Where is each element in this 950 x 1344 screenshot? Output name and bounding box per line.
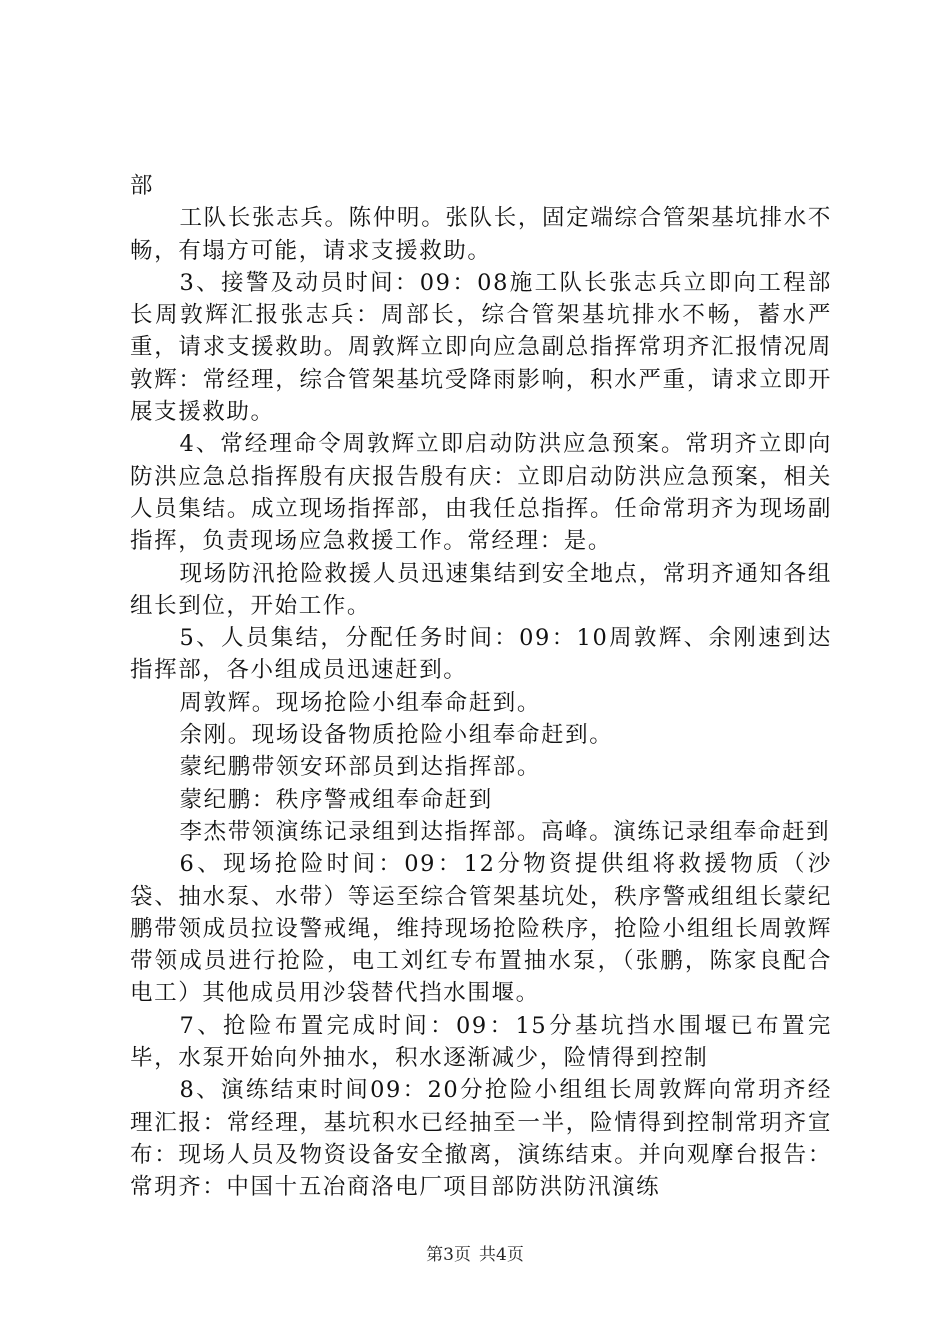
paragraph: 4、常经理命令周敦辉立即启动防洪应急预案。常玥齐立即向防洪应急总指挥殷有庆报告殷有庆：立即启动防洪应急预案，相关人员集结。成立现场指挥部，由我任总指挥。任命常玥齐为现场副指挥，负责现场应急救援工作。常经理：是。 (130, 431, 832, 555)
page-total: 共4页 (479, 1245, 524, 1265)
document-body (130, 170, 832, 1204)
paragraph: 部 (130, 173, 155, 199)
paragraph: 8、演练结束时间09：20分抢险小组组长周敦辉向常玥齐经理汇报：常经理，基坑积水已经抽至一半，险情得到控制常玥齐宣布：现场人员及物资设备安全撤离，演练结束。并向观摩台报告：常玥齐：中国十五冶商洛电厂项目部防洪防汛演练 (130, 1077, 832, 1201)
paragraph: 余刚。现场设备物质抢险小组奉命赶到。 (179, 722, 614, 749)
paragraph: 3、接警及动员时间：09：08施工队长张志兵立即向工程部长周敦辉汇报张志兵：周部长，综合管架基坑排水不畅，蓄水严重，请求支援救助。周敦辉立即向应急副总指挥常玥齐汇报情况周敦辉：常经理，综合管架基坑受降雨影响，积水严重，请求立即开展支援救助。 (130, 269, 832, 426)
paragraph: 工队长张志兵。陈仲明。张队长，固定端综合管架基坑排水不畅，有塌方可能，请求支援救助。 (130, 205, 832, 264)
paragraph: 周敦辉。现场抢险小组奉命赶到。 (179, 689, 542, 716)
paragraph: 5、人员集结，分配任务时间：09：10周敦辉、余刚速到达指挥部，各小组成员迅速赶到。 (130, 625, 832, 684)
paragraph: 现场防汛抢险救援人员迅速集结到安全地点，常玥齐通知各组组长到位，开始工作。 (130, 560, 832, 619)
paragraph: 蒙纪鹏带领安环部员到达指挥部。 (179, 754, 542, 781)
paragraph: 6、现场抢险时间：09：12分物资提供组将救援物质（沙袋、抽水泵、水带）等运至综合管架基坑处，秩序警戒组组长蒙纪鹏带领成员拉设警戒绳，维持现场抢险秩序，抢险小组组长周敦辉带领成员进行抢险，电工刘红专布置抽水泵，（张鹏，陈家良配合电工）其他成员用沙袋替代挡水围堰。 (130, 851, 832, 1007)
paragraph: 蒙纪鹏：秩序警戒组奉命赶到 (179, 786, 493, 813)
page-footer (0, 1244, 950, 1266)
paragraph: 李杰带领演练记录组到达指挥部。高峰。演练记录组奉命赶到 (179, 818, 831, 845)
paragraph: 7、抢险布置完成时间：09：15分基坑挡水围堰已布置完毕，水泵开始向外抽水，积水逐渐减少，险情得到控制 (130, 1012, 832, 1072)
page-number: 第3页 (426, 1245, 471, 1265)
